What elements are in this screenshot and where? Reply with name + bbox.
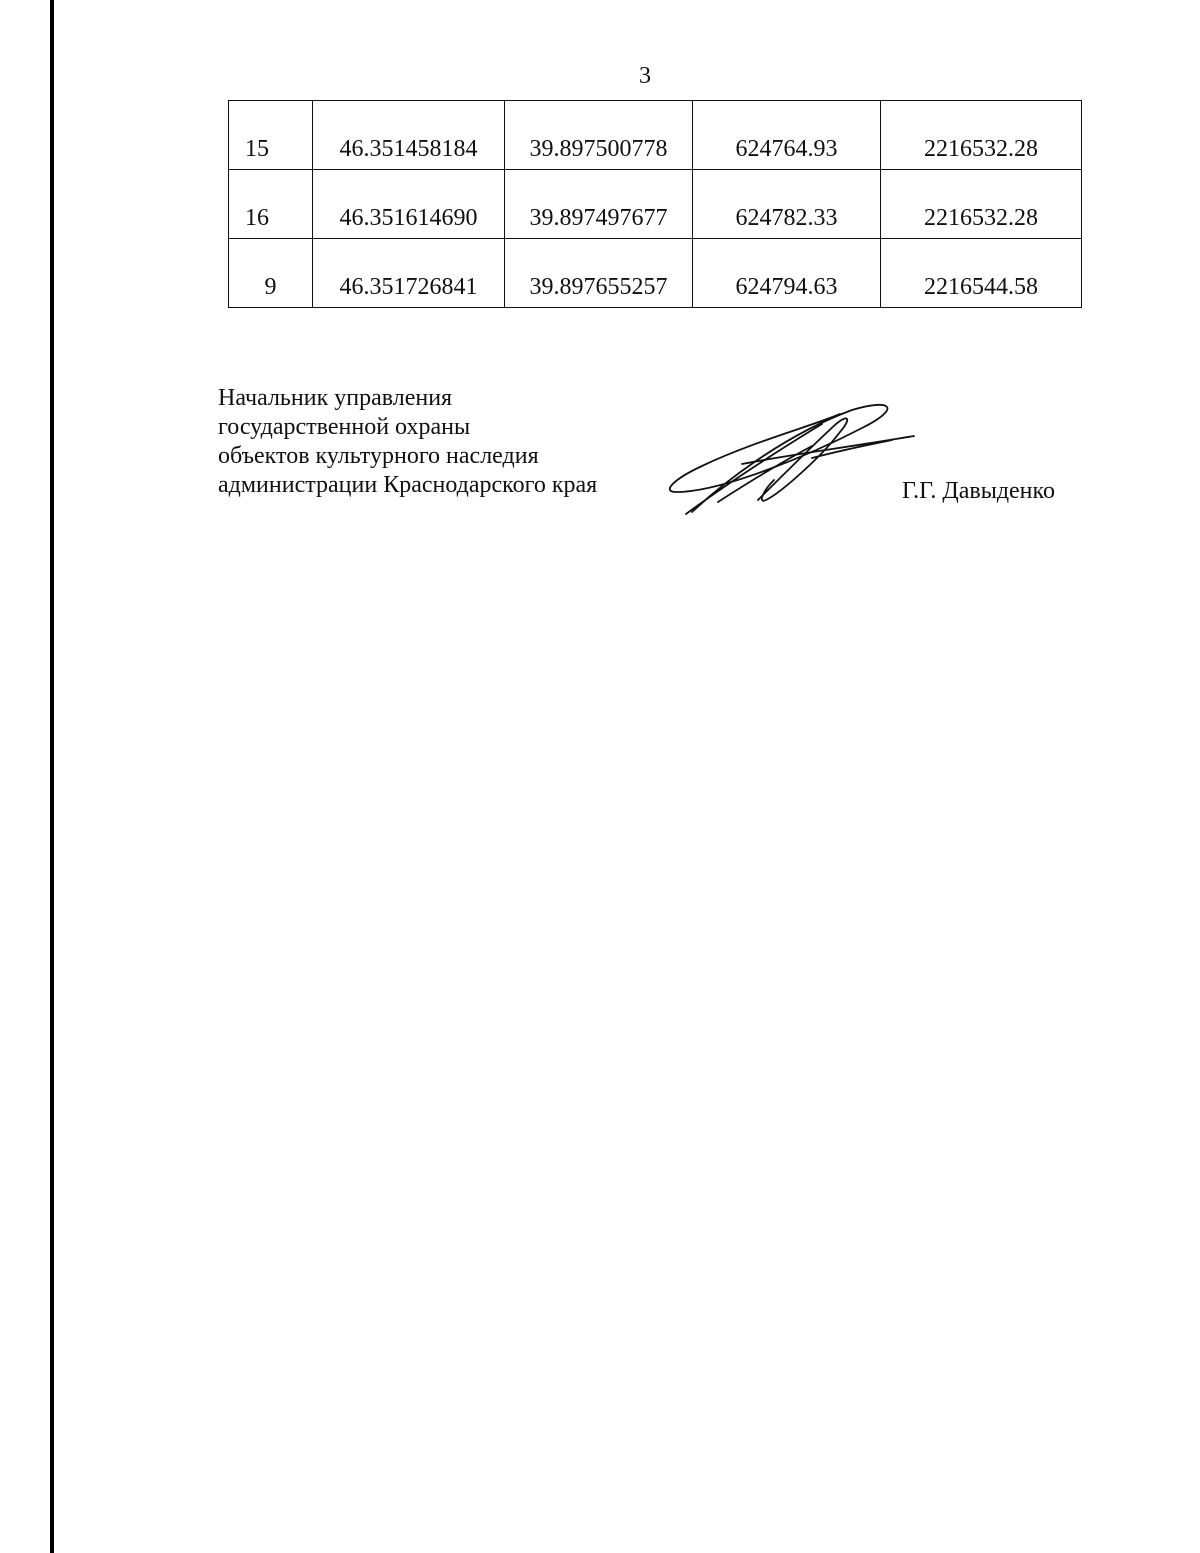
page-binding-edge [50, 0, 54, 1553]
latitude-cell: 46.351458184 [313, 101, 505, 170]
latitude-cell: 46.351614690 [313, 170, 505, 239]
signatory-position [218, 384, 597, 500]
table-row [229, 239, 1082, 308]
point-number-cell: 9 [229, 239, 313, 308]
longitude-cell: 39.897655257 [505, 239, 693, 308]
table-row [229, 101, 1082, 170]
position-line: Начальник управления [218, 385, 453, 411]
handwritten-signature [662, 396, 922, 520]
point-number-cell: 15 [229, 101, 313, 170]
latitude-cell: 46.351726841 [313, 239, 505, 308]
x-coordinate-cell: 624794.63 [693, 239, 881, 308]
x-coordinate-cell: 624782.33 [693, 170, 881, 239]
y-coordinate-cell: 2216532.28 [881, 101, 1082, 170]
point-number-cell: 16 [229, 170, 313, 239]
longitude-cell: 39.897500778 [505, 101, 693, 170]
page-number: 3 [639, 63, 651, 89]
y-coordinate-cell: 2216544.58 [881, 239, 1082, 308]
table-row [229, 170, 1082, 239]
signer-name: Г.Г. Давыденко [902, 478, 1055, 504]
position-line: объектов культурного наследия [218, 443, 539, 469]
position-line: государственной охраны [218, 414, 471, 440]
coordinates-table [228, 100, 1082, 308]
longitude-cell: 39.897497677 [505, 170, 693, 239]
position-line: администрации Краснодарского края [218, 472, 598, 498]
x-coordinate-cell: 624764.93 [693, 101, 881, 170]
y-coordinate-cell: 2216532.28 [881, 170, 1082, 239]
